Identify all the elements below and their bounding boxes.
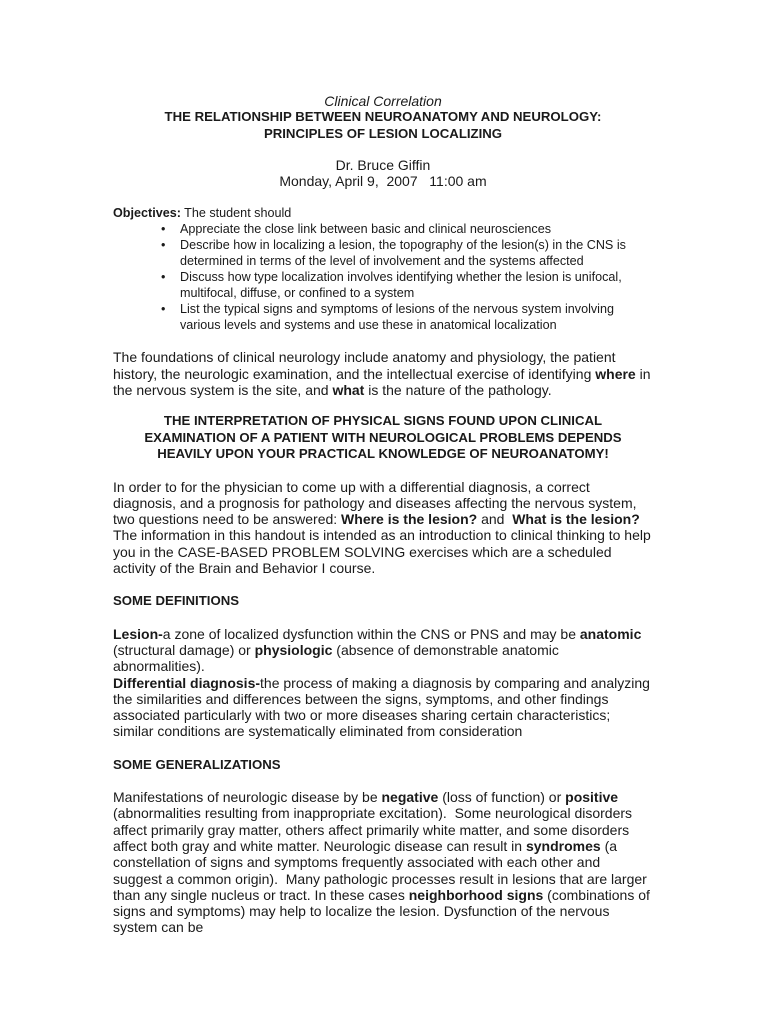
list-item [161,221,653,237]
generalizations-text-4: (a constellation of signs and symptoms frequently associated with each other and suggest a common origin). Many pathologic processes result in lesions that are larger than any single nucleus or tract. In these cases [113,837,651,903]
document-kicker: Clinical Correlation [324,93,442,109]
lesion-text-2: (structural damage) or [113,641,255,658]
bullet-icon: • [161,302,166,317]
objective-text: Describe how in localizing a lesion, the topography of the lesion(s) in the CNS is determined in terms of the level of involvement and the systems affected [180,238,626,269]
objective-text: Discuss how type localization involves identifying whether the lesion is unifocal, multifocal, diffuse, or confined to a system [180,270,622,301]
differential-diagnosis-text: the process of making a diagnosis by comparing and analyzing the similarities and differences between the signs, symptoms, and other findings associated particularly with two or more diseases sharing certain characteristics; similar conditions are systematically eliminated from consideration [113,674,650,740]
foundations-text-3: is the nature of the pathology. [364,382,552,399]
generalizations-text-3: (abnormalities resulting from inappropriate excitation). Some neurological disorders affect primarily gray matter, others affect primarily white matter, and some disorders affect both gray and white matter. Neurologic disease can result in [113,789,636,854]
generalizations-text-1: Manifestations of neurologic disease by be [113,789,382,806]
objective-text: Appreciate the close link between basic and clinical neurosciences [180,222,552,237]
lesion-text-3: (absence of demonstrable anatomic abnormalities). [113,641,559,675]
objectives-section [113,205,653,333]
list-item [161,237,653,269]
foundations-paragraph [113,349,653,398]
lecture-datetime: Monday, April 9, 2007 11:00 am [279,173,487,190]
foundations-emphasis-what: what [332,382,365,399]
generalizations-text-2: (loss of function) or [438,789,566,806]
bullet-icon: • [161,270,166,285]
list-item [161,269,653,301]
objectives-intro-text: The student should [180,206,292,221]
lesion-emphasis-anatomic: anatomic [579,625,642,642]
diagnosis-paragraph [113,479,653,577]
bullet-icon: • [161,222,166,237]
diagnosis-question-what: What is the lesion? [512,511,640,528]
objective-text: List the typical signs and symptoms of lesions of the nervous system involving various levels and systems and use these in anatomical localization [180,302,614,333]
foundations-text-1: The foundations of clinical neurology include anatomy and physiology, the patient history, the neurologic examination, and the intellectual exercise of identifying [113,349,616,382]
generalizations-heading: SOME GENERALIZATIONS [113,756,281,772]
objectives-label: Objectives: [113,206,181,221]
diagnosis-text-1: In order to for the physician to come up with a differential diagnosis, a correct diagnosis, and a prognosis for pathology and diseases affecting the nervous system, two questions need to be answered: [113,478,637,528]
lesion-text-1: a zone of localized dysfunction within the CNS or PNS and may be [162,625,580,642]
author-name: Dr. Bruce Giffin [335,156,431,173]
author-block [113,157,653,190]
diagnosis-question-where: Where is the lesion? [341,511,478,528]
term-lesion: Lesion- [113,625,163,642]
document-title [113,109,653,142]
generalizations-emphasis-negative: negative [381,789,439,806]
interpretation-callout: THE INTERPRETATION OF PHYSICAL SIGNS FOUND UPON CLINICAL EXAMINATION OF A PATIENT WITH NEUROLOGICAL PROBLEMS DEPENDS HEAVILY UPON YOUR PRACTICAL KNOWLEDGE OF NEUROANATOMY! [144,413,622,462]
bullet-icon: • [161,238,166,253]
generalizations-paragraph [113,789,653,936]
definitions-paragraph [113,626,653,740]
document-title-line-1: THE RELATIONSHIP BETWEEN NEUROANATOMY AND NEUROLOGY: [164,109,602,125]
foundations-text-2: in the nervous system is the site, and [113,365,651,399]
document-title-line-2: PRINCIPLES OF LESION LOCALIZING [263,125,503,141]
generalizations-emphasis-positive: positive [565,789,619,806]
objectives-intro [113,205,653,221]
objectives-list [113,221,653,333]
document-content [113,93,653,936]
generalizations-emphasis-syndromes: syndromes [525,837,601,854]
diagnosis-text-3: The information in this handout is intended as an introduction to clinical thinking to help you in the CASE-BASED PROBLEM SOLVING exercises which are a scheduled activity of the Brain and Behavior I course. [113,511,655,577]
lesion-emphasis-physiologic: physiologic [254,641,333,658]
term-differential-diagnosis: Differential diagnosis- [113,674,261,691]
diagnosis-text-2: and [477,511,513,528]
definitions-heading: SOME DEFINITIONS [113,593,240,609]
generalizations-emphasis-neighborhood-signs: neighborhood signs [408,886,544,903]
list-item [161,301,653,333]
foundations-emphasis-where: where [595,365,636,382]
generalizations-text-5: (combinations of signs and symptoms) may help to localize the lesion. Dysfunction of the nervous system can be [113,886,650,936]
